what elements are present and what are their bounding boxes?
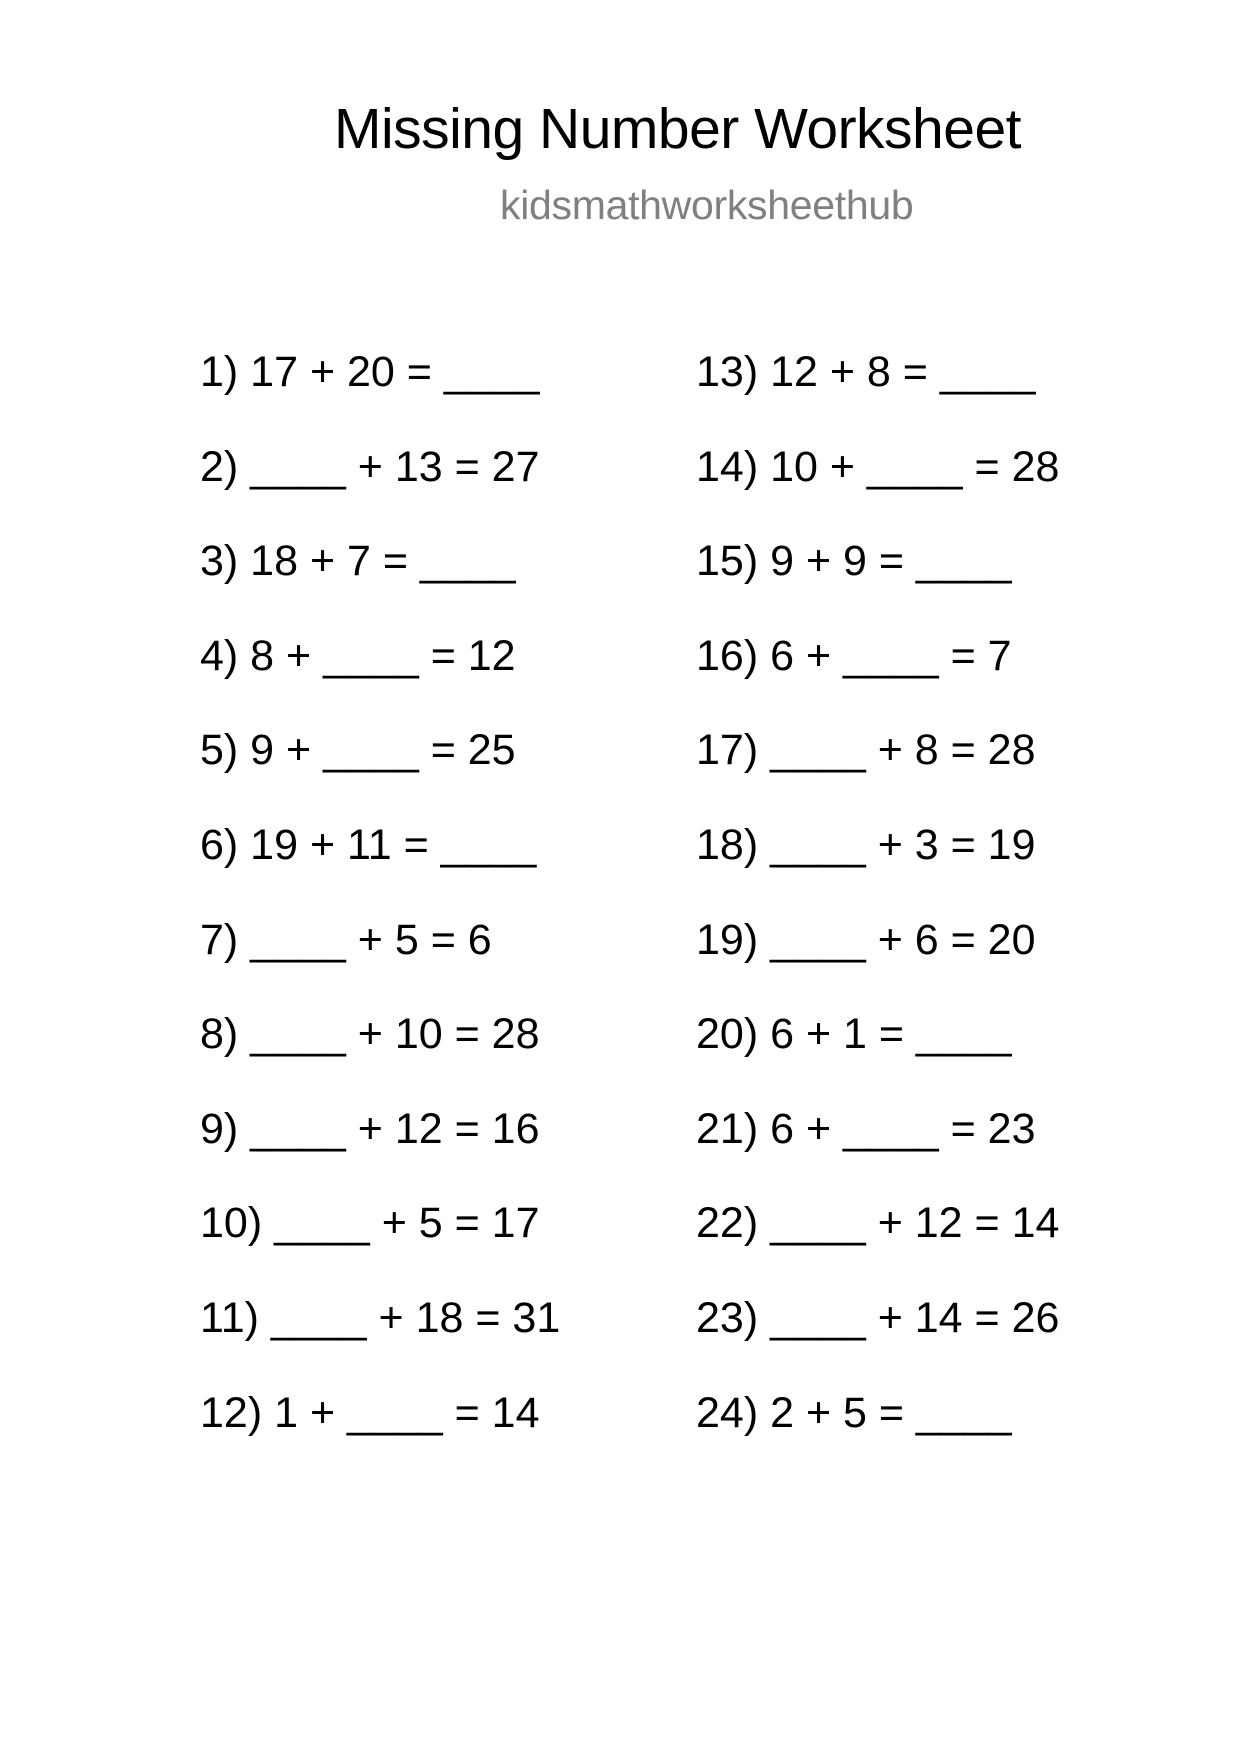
problem-12: 12) 1 + ____ = 14 bbox=[200, 1388, 540, 1437]
problem-16: 16) 6 + ____ = 7 bbox=[696, 631, 1012, 680]
problem-18: 18) ____ + 3 = 19 bbox=[696, 820, 1036, 869]
problem-24: 24) 2 + 5 = ____ bbox=[696, 1388, 1012, 1437]
problem-3: 3) 18 + 7 = ____ bbox=[200, 537, 516, 586]
page-title: Missing Number Worksheet bbox=[333, 97, 1021, 161]
problem-9: 9) ____ + 12 = 16 bbox=[200, 1104, 540, 1153]
problem-6: 6) 19 + 11 = ____ bbox=[200, 820, 537, 869]
problem-17: 17) ____ + 8 = 28 bbox=[696, 726, 1036, 775]
problem-20: 20) 6 + 1 = ____ bbox=[696, 1010, 1012, 1059]
problem-23: 23) ____ + 14 = 26 bbox=[696, 1293, 1060, 1342]
problem-8: 8) ____ + 10 = 28 bbox=[200, 1010, 540, 1059]
problem-column-right bbox=[696, 345, 1059, 1480]
problem-19: 19) ____ + 6 = 20 bbox=[696, 915, 1036, 964]
problem-5: 5) 9 + ____ = 25 bbox=[200, 726, 516, 775]
problem-4: 4) 8 + ____ = 12 bbox=[200, 631, 516, 680]
problem-15: 15) 9 + 9 = ____ bbox=[696, 537, 1012, 586]
problem-column-left bbox=[200, 345, 560, 1480]
problem-22: 22) ____ + 12 = 14 bbox=[696, 1199, 1060, 1248]
problem-2: 2) ____ + 13 = 27 bbox=[200, 442, 540, 491]
problem-11: 11) ____ + 18 = 31 bbox=[200, 1293, 561, 1342]
problem-7: 7) ____ + 5 = 6 bbox=[200, 915, 492, 964]
problem-10: 10) ____ + 5 = 17 bbox=[200, 1199, 540, 1248]
problem-14: 14) 10 + ____ = 28 bbox=[696, 442, 1060, 491]
problem-1: 1) 17 + 20 = ____ bbox=[200, 348, 540, 396]
site-name: kidsmathworksheethub bbox=[500, 182, 914, 228]
problem-13: 13) 12 + 8 = ____ bbox=[696, 348, 1036, 396]
problem-21: 21) 6 + ____ = 23 bbox=[696, 1104, 1036, 1153]
